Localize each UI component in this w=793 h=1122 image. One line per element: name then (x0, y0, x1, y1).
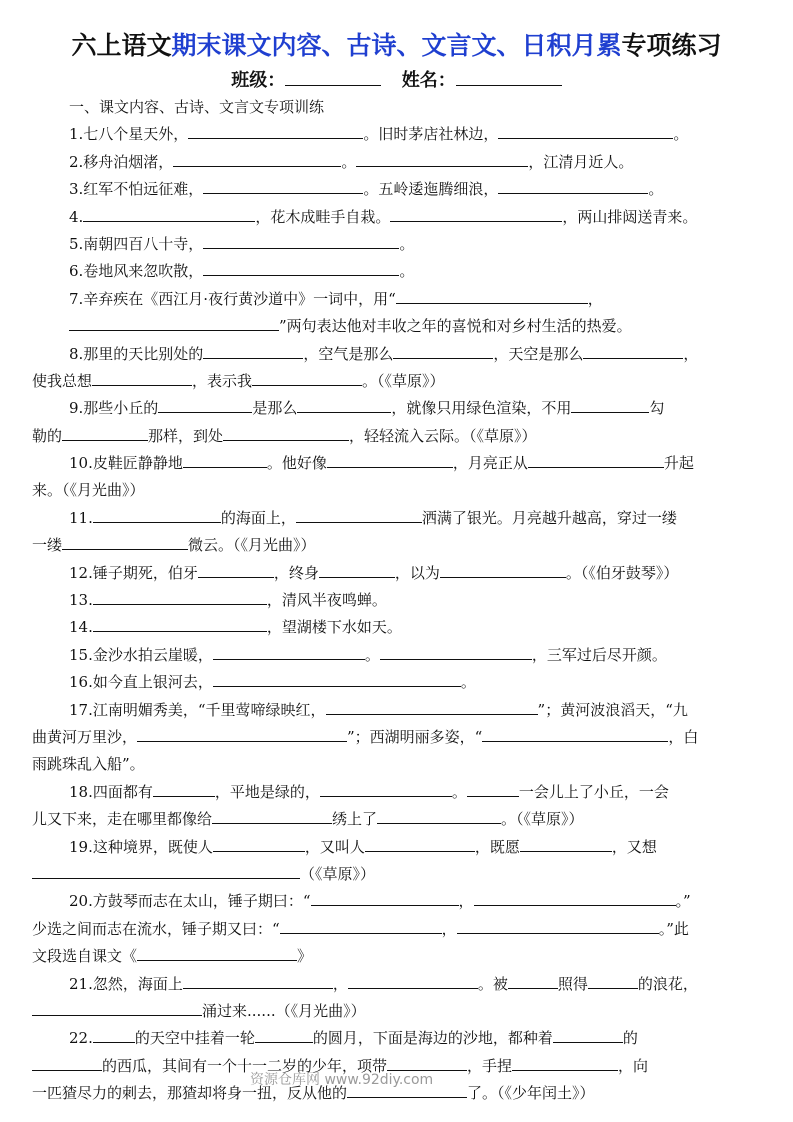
line-text: 5.南朝四百八十寺， (69, 234, 204, 253)
exercise-line (32, 477, 760, 504)
exercise-line (32, 313, 760, 340)
exercise-line (32, 395, 760, 422)
exercise-line (32, 587, 760, 614)
answer-blank[interactable] (508, 971, 558, 989)
line-text: 18.四面都有 (69, 782, 153, 801)
title-highlight: 期末课文内容、古诗、文言文、日积月累 (171, 31, 622, 60)
name-label: 姓名： (401, 70, 456, 91)
answer-blank[interactable] (319, 560, 395, 578)
line-text: ， (587, 289, 603, 308)
line-text: 了。（《少年闰土》） (467, 1084, 595, 1103)
line-text: 儿又下来，走在哪里都像给 (32, 810, 213, 829)
line-text: 9.那些小丘的 (69, 399, 159, 418)
line-text: 雨跳珠乱入船”。 (32, 755, 145, 774)
answer-blank[interactable] (467, 779, 519, 797)
line-text: 使我总想 (32, 371, 93, 390)
line-text: 的海面上， (220, 508, 296, 527)
line-text: 17.江南明媚秀美，“千里莺啼绿映红， (69, 700, 326, 719)
answer-blank[interactable] (198, 560, 274, 578)
line-text: 。 (648, 180, 664, 199)
answer-blank[interactable] (252, 368, 362, 386)
answer-blank[interactable] (223, 423, 349, 441)
exercise-line (32, 724, 760, 751)
line-text: 22. (69, 1029, 93, 1048)
answer-blank[interactable] (183, 971, 333, 989)
line-text: 。（《草原》） (501, 810, 584, 829)
line-text: 一会儿上了小丘，一会 (518, 782, 669, 801)
answer-blank[interactable] (387, 1053, 467, 1071)
answer-blank[interactable] (396, 286, 588, 304)
answer-blank[interactable] (320, 779, 452, 797)
answer-blank[interactable] (520, 834, 612, 852)
line-text: ，两山排闼送青来。 (562, 207, 698, 226)
line-text: 。 (399, 234, 415, 253)
exercise-line (32, 231, 760, 258)
answer-blank[interactable] (93, 614, 267, 632)
line-text: 。 (451, 782, 467, 801)
line-text: 曲黄河万里沙， (32, 727, 138, 746)
answer-blank[interactable] (348, 971, 478, 989)
student-info (0, 66, 793, 92)
line-text: ，三军过后尽开颜。 (531, 645, 667, 664)
answer-blank[interactable] (356, 149, 528, 167)
exercise-line (32, 669, 760, 696)
line-text: ，以为 (394, 563, 440, 582)
exercise-line (32, 943, 760, 970)
exercise-body (32, 94, 760, 1107)
answer-blank[interactable] (173, 149, 341, 167)
exercise-line (32, 971, 760, 998)
exercise-line (32, 614, 760, 641)
answer-blank[interactable] (137, 724, 347, 742)
exercise-line (32, 751, 760, 778)
answer-blank[interactable] (137, 943, 297, 961)
answer-blank[interactable] (474, 888, 676, 906)
line-text: 。 (364, 645, 380, 664)
answer-blank[interactable] (280, 916, 442, 934)
line-text: 14. (69, 618, 93, 637)
answer-blank[interactable] (153, 779, 215, 797)
line-text: ，手捏 (467, 1056, 513, 1075)
exercise-line (32, 121, 760, 148)
line-text: ，表示我 (192, 371, 253, 390)
answer-blank[interactable] (390, 204, 562, 222)
exercise-line (32, 998, 760, 1025)
line-text: 勒的 (32, 426, 63, 445)
line-text: ，又想 (611, 837, 657, 856)
exercise-line (32, 834, 760, 861)
line-text: （《草原》） (300, 864, 376, 883)
section-heading: 一、课文内容、古诗、文言文专项训练 (69, 98, 325, 116)
answer-blank[interactable] (393, 341, 493, 359)
line-text: ， (683, 344, 699, 363)
answer-blank[interactable] (311, 888, 459, 906)
line-text: 。（《伯牙鼓琴》） (565, 563, 679, 582)
line-text: ，终身 (273, 563, 319, 582)
watermark: 资源仓库网 www.92diy.com (250, 1072, 434, 1088)
line-text: 2.移舟泊烟渚， (69, 152, 174, 171)
exercise-line (32, 423, 760, 450)
line-text: 7.辛弃疾在《西江月·夜行黄沙道中》一词中，用“ (69, 289, 396, 308)
line-text: ，又叫人 (304, 837, 365, 856)
line-text: ，既愿 (474, 837, 520, 856)
answer-blank[interactable] (440, 560, 566, 578)
line-text: 。 (341, 152, 357, 171)
line-text: 升起 (663, 454, 694, 473)
answer-blank[interactable] (571, 395, 649, 413)
answer-blank[interactable] (457, 916, 659, 934)
answer-blank[interactable] (588, 971, 638, 989)
line-text: 12.锤子期死，伯牙 (69, 563, 198, 582)
line-text: 。”此 (658, 919, 689, 938)
line-text: 文段选自课文《 (32, 947, 138, 966)
line-text: 。被 (477, 974, 508, 993)
title-suffix: 专项练习 (621, 31, 722, 60)
line-text: 13. (69, 591, 93, 610)
answer-blank[interactable] (296, 505, 422, 523)
answer-blank[interactable] (92, 368, 192, 386)
exercise-line (32, 532, 760, 559)
exercise-line (32, 779, 760, 806)
line-text: ， (458, 892, 474, 911)
line-text: 洒满了银光。月亮越升越高，穿过一缕 (421, 508, 677, 527)
answer-blank[interactable] (203, 176, 363, 194)
line-text: ， (441, 919, 457, 938)
line-text: 来。（《月光曲》） (32, 481, 145, 500)
answer-blank[interactable] (212, 806, 332, 824)
answer-blank[interactable] (69, 313, 279, 331)
answer-blank[interactable] (498, 176, 648, 194)
exercise-line (32, 1025, 760, 1052)
exercise-line (32, 806, 760, 833)
answer-blank[interactable] (83, 204, 255, 222)
line-text: 4. (69, 207, 84, 226)
answer-blank[interactable] (32, 861, 300, 879)
exercise-line (32, 560, 760, 587)
exercise-line (32, 204, 760, 231)
exercise-line (32, 642, 760, 669)
answer-blank[interactable] (365, 834, 475, 852)
line-text: 的西瓜，其间有一个十一二岁的少年，项带 (102, 1056, 388, 1075)
line-text: 微云。（《月光曲》） (188, 536, 316, 555)
line-text: ，轻轻流入云际。（《草原》） (349, 426, 537, 445)
exercise-line (32, 450, 760, 477)
answer-blank[interactable] (158, 395, 252, 413)
answer-blank[interactable] (213, 669, 461, 687)
line-text: 涌过来......（《月光曲》） (202, 1001, 366, 1020)
line-text: 。 (673, 125, 689, 144)
line-text: 》 (297, 947, 313, 966)
exercise-line (32, 286, 760, 313)
answer-blank[interactable] (255, 1025, 313, 1043)
name-blank[interactable] (456, 67, 562, 86)
line-text: 15.金沙水拍云崖暖， (69, 645, 213, 664)
line-text: ”两句表达他对丰收之年的喜悦和对乡村生活的热爱。 (279, 317, 632, 336)
line-text: 。（《草原》） (362, 371, 445, 390)
line-text: 绣上了 (332, 810, 378, 829)
line-text: 10.皮鞋匠静静地 (69, 454, 183, 473)
line-text: 21.忽然，海面上 (69, 974, 183, 993)
line-text: ，江清月近人。 (528, 152, 634, 171)
exercise-line (32, 341, 760, 368)
line-text: ，向 (618, 1056, 649, 1075)
line-text: 勾 (649, 399, 665, 418)
answer-blank[interactable] (62, 532, 188, 550)
answer-blank[interactable] (93, 1025, 135, 1043)
exercise-line (32, 916, 760, 943)
line-text: ， (332, 974, 348, 993)
answer-blank[interactable] (498, 121, 673, 139)
line-text: 的天空中挂着一轮 (134, 1029, 255, 1048)
line-text: 照得 (557, 974, 588, 993)
line-text: ，望湖楼下水如天。 (266, 618, 402, 637)
line-text: ，就像只用绿色渲染，不用 (391, 399, 572, 418)
exercise-line (32, 149, 760, 176)
line-text: 19.这种境界，既使人 (69, 837, 213, 856)
answer-blank[interactable] (512, 1053, 618, 1071)
line-text: 一匹猹尽力的刺去，那猹却将身一扭，反从他的 (32, 1084, 348, 1103)
answer-blank[interactable] (553, 1025, 623, 1043)
answer-blank[interactable] (528, 450, 664, 468)
answer-blank[interactable] (183, 450, 267, 468)
line-text: 那样，到处 (148, 426, 224, 445)
line-text: 。旧时茅店社林边， (363, 125, 499, 144)
line-text: 的圆月，下面是海边的沙地，都种着 (312, 1029, 553, 1048)
answer-blank[interactable] (62, 423, 148, 441)
line-text: ”；西湖明丽多姿，“ (347, 727, 483, 746)
line-text: ，月亮正从 (452, 454, 528, 473)
class-label: 班级： (231, 70, 286, 91)
answer-blank[interactable] (297, 395, 391, 413)
line-text: ，平地是绿的， (214, 782, 320, 801)
exercise-line (32, 861, 760, 888)
exercise-line (32, 888, 760, 915)
exercise-line (32, 505, 760, 532)
line-text: ，白 (668, 727, 699, 746)
exercise-line (32, 258, 760, 285)
answer-blank[interactable] (482, 724, 668, 742)
line-text: 一缕 (32, 536, 63, 555)
answer-blank[interactable] (213, 642, 365, 660)
line-text: 16.如今直上银河去， (69, 673, 213, 692)
line-text: ，空气是那么 (303, 344, 394, 363)
line-text: 1.七八个星天外， (69, 125, 189, 144)
line-text: 。 (399, 262, 415, 281)
answer-blank[interactable] (326, 697, 538, 715)
line-text: 。他好像 (266, 454, 327, 473)
answer-blank[interactable] (380, 642, 532, 660)
line-text: 8.那里的天比别处的 (69, 344, 204, 363)
exercise-line (32, 176, 760, 203)
line-text: 的 (622, 1029, 638, 1048)
line-text: 的浪花， (637, 974, 698, 993)
answer-blank[interactable] (377, 806, 501, 824)
line-text: 。 (460, 673, 476, 692)
answer-blank[interactable] (93, 587, 267, 605)
line-text: ，花木成畦手自栽。 (255, 207, 391, 226)
answer-blank[interactable] (203, 231, 399, 249)
line-text: 6.卷地风来忽吹散， (69, 262, 204, 281)
answer-blank[interactable] (583, 341, 683, 359)
answer-blank[interactable] (32, 998, 202, 1016)
line-text: 11. (69, 508, 93, 527)
answer-blank[interactable] (213, 834, 305, 852)
line-text: 3.红军不怕远征难， (69, 180, 204, 199)
answer-blank[interactable] (203, 258, 399, 276)
line-text: 是那么 (252, 399, 298, 418)
answer-blank[interactable] (203, 341, 303, 359)
line-text: 20.方鼓琴而志在太山，锤子期曰：“ (69, 892, 311, 911)
exercise-line (32, 368, 760, 395)
page-title (0, 26, 793, 62)
answer-blank[interactable] (32, 1053, 102, 1071)
answer-blank[interactable] (327, 450, 453, 468)
title-prefix: 六上语文 (71, 31, 172, 60)
class-blank[interactable] (285, 67, 381, 86)
line-text: ”；黄河波浪滔天，“九 (537, 700, 688, 719)
answer-blank[interactable] (93, 505, 221, 523)
line-text: 少选之间而志在流水，锤子期又曰：“ (32, 919, 280, 938)
exercise-line (32, 697, 760, 724)
line-text: 。” (675, 892, 691, 911)
answer-blank[interactable] (188, 121, 363, 139)
line-text: ，清风半夜鸣蝉。 (266, 591, 387, 610)
line-text: ，天空是那么 (493, 344, 584, 363)
line-text: 。五岭逶迤腾细浪， (363, 180, 499, 199)
